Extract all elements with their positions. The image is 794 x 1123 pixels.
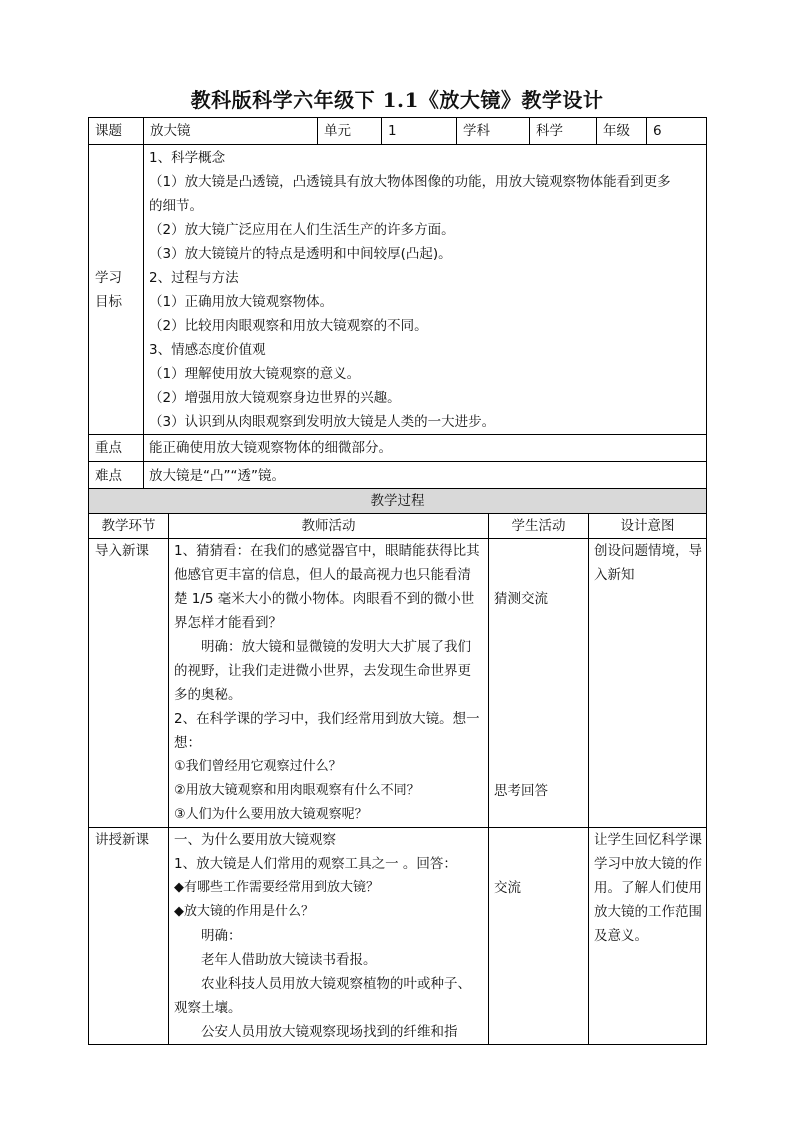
- goal-line: （1）理解使用放大镜观察的意义。: [149, 366, 361, 382]
- teacher-paragraph: ◆有哪些工作需要经常用到放大镜？: [174, 880, 379, 895]
- goal-line: （3）放大镜镜片的特点是透明和中间较厚(凸起)。: [149, 246, 452, 262]
- table-row: [89, 539, 707, 828]
- process-columns-row: [89, 514, 707, 539]
- teacher-paragraph: 明确：放大镜和显微镜的发明大大扩展了我们的视野，让我们走进微小世界，去发现生命世界更多的奥秘。: [174, 639, 471, 703]
- teacher-paragraph: ③人们为什么要用放大镜观察呢？: [174, 807, 368, 822]
- teacher-paragraph: 老年人借助放大镜读书看报。: [201, 952, 377, 968]
- topic-label: 课题: [89, 118, 144, 145]
- key-point-row: [89, 435, 707, 462]
- teacher-paragraph: 公安人员用放大镜观察现场找到的纤维和指: [201, 1024, 458, 1040]
- page-title: 教科版科学六年级下 1.1《放大镜》教学设计: [190, 88, 604, 112]
- teacher-cell: [169, 828, 489, 1045]
- intent-cell: 创设问题情境，导入新知: [589, 539, 707, 828]
- teacher-paragraph: 明确：: [201, 928, 242, 944]
- goals-row: [89, 145, 707, 435]
- process-header: 教学过程: [89, 489, 707, 514]
- subject-value: 科学: [530, 118, 597, 145]
- goal-line: （2）增强用放大镜观察身边世界的兴趣。: [149, 390, 401, 406]
- goal-line: 2、过程与方法: [149, 270, 239, 286]
- goals-label-line-2: 目标: [95, 293, 122, 310]
- topic-value: 放大镜: [144, 118, 318, 145]
- goal-line: （2）放大镜广泛应用在人们生活生产的许多方面。: [149, 222, 455, 238]
- student-cell: [489, 539, 589, 828]
- goal-line: （3）认识到从肉眼观察到发明放大镜是人类的一大进步。: [149, 414, 496, 430]
- teacher-paragraph: ②用放大镜观察和用肉眼观察有什么不同？: [174, 783, 420, 798]
- table-row: [89, 828, 707, 1045]
- grade-value: 6: [647, 118, 707, 145]
- student-cell: [489, 828, 589, 1045]
- difficulty-label: 难点: [89, 462, 144, 490]
- key-point-value: 能正确使用放大镜观察物体的细微部分。: [144, 435, 707, 462]
- student-activity: 交流: [494, 880, 521, 896]
- column-header-stage: 教学环节: [89, 514, 169, 539]
- teacher-cell: [169, 539, 489, 828]
- teacher-paragraph: 2、在科学课的学习中，我们经常用到放大镜。想一想：: [174, 711, 480, 751]
- key-point-label: 重点: [89, 435, 144, 462]
- goal-line: （1）放大镜是凸透镜，凸透镜具有放大物体图像的功能，用放大镜观察物体能看到更多: [149, 174, 671, 190]
- teacher-paragraph: 1、猜猜看：在我们的感觉器官中，眼睛能获得比其他感官更丰富的信息，但人的最高视力也只能看清楚 1/5 毫米大小的微小物体。肉眼看不到的微小世界怎样才能看到？: [174, 543, 480, 631]
- goals-content: [144, 145, 707, 435]
- difficulty-value: 放大镜是“凸”“透”镜。: [144, 462, 707, 490]
- goals-label-line-1: 学习: [95, 269, 122, 286]
- goal-line: 1、科学概念: [149, 150, 226, 166]
- column-header-student: 学生活动: [489, 514, 589, 539]
- student-activity: 思考回答: [494, 783, 548, 799]
- teacher-paragraph: 一、为什么要用放大镜观察: [174, 832, 336, 848]
- teacher-paragraph: ◆放大镜的作用是什么？: [174, 904, 314, 919]
- column-header-intent: 设计意图: [589, 514, 707, 539]
- unit-value: 1: [382, 118, 457, 145]
- student-activity: 猜测交流: [494, 591, 548, 607]
- process-header-row: [89, 489, 707, 514]
- difficulty-row: [89, 462, 707, 490]
- info-table: [88, 117, 707, 490]
- process-table: [88, 488, 707, 1045]
- goal-line: （2）比较用肉眼观察和用放大镜观察的不同。: [149, 318, 428, 334]
- unit-label: 单元: [318, 118, 382, 145]
- teacher-paragraph: 1、放大镜是人们常用的观察工具之一 。回答：: [174, 856, 457, 872]
- subject-label: 学科: [457, 118, 530, 145]
- teacher-paragraph: ①我们曾经用它观察过什么？: [174, 759, 342, 774]
- goals-label: [89, 145, 144, 435]
- stage-cell: 导入新课: [89, 539, 169, 828]
- goal-line: （1）正确用放大镜观察物体。: [149, 294, 334, 310]
- info-row: [89, 118, 707, 145]
- goal-line: 的细节。: [149, 198, 203, 214]
- stage-cell: 讲授新课: [89, 828, 169, 1045]
- intent-cell: 让学生回忆科学课学习中放大镜的作用。了解人们使用放大镜的工作范围及意义。: [589, 828, 707, 1045]
- column-header-teacher: 教师活动: [169, 514, 489, 539]
- grade-label: 年级: [597, 118, 647, 145]
- goal-line: 3、情感态度价值观: [149, 342, 266, 358]
- teacher-paragraph: 农业科技人员用放大镜观察植物的叶或种子、观察土壤。: [174, 976, 471, 1016]
